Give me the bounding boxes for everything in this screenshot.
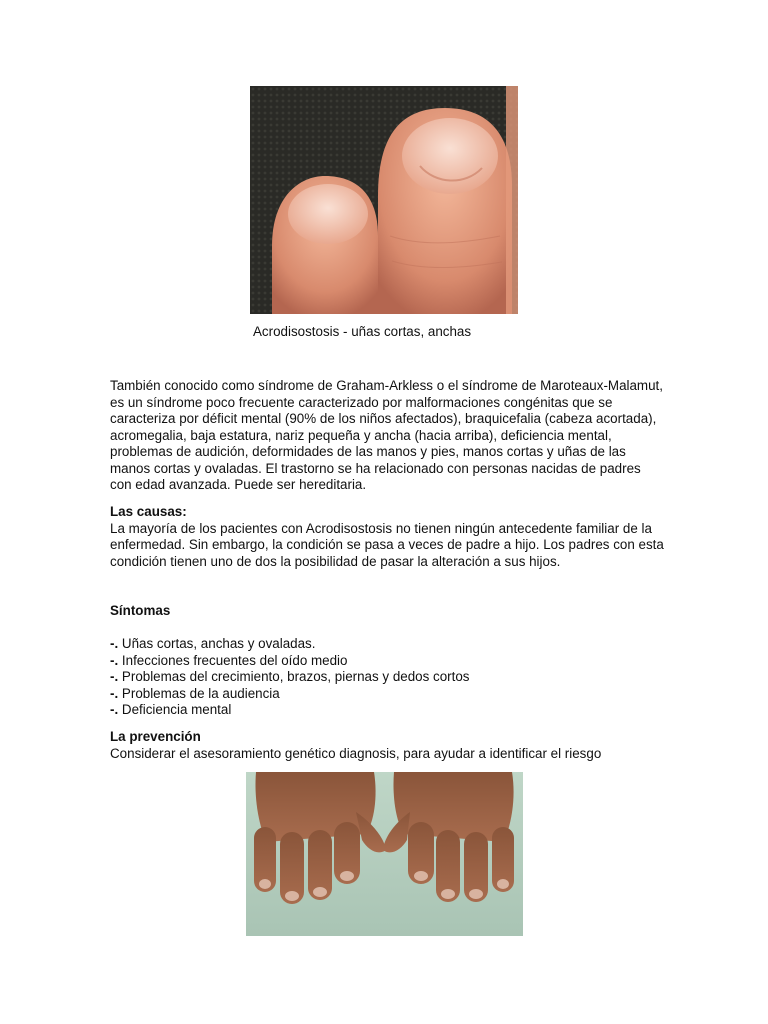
bullet-marker: -. [110, 702, 119, 717]
causes-heading: Las causas: [110, 504, 187, 519]
image-caption: Acrodisostosis - uñas cortas, anchas [253, 324, 472, 339]
symptom-text: Problemas de la audiencia [121, 685, 280, 701]
symptoms-heading: Síntomas [110, 603, 171, 618]
list-item [110, 653, 666, 670]
prevention-text: Considerar el asesoramiento genético diagnosis, para ayudar a identificar el riesgo [110, 745, 602, 761]
intro-paragraph [110, 378, 666, 494]
symptoms-list-wrap [110, 636, 666, 719]
bullet-marker: -. [110, 669, 119, 684]
symptom-text: Problemas del crecimiento, brazos, piernas y dedos cortos [121, 669, 470, 684]
prevention-heading: La prevención [110, 729, 201, 744]
symptoms-section [110, 603, 666, 620]
list-item [110, 686, 666, 703]
bullet-marker: -. [110, 685, 119, 701]
list-item [110, 702, 666, 719]
hands-photo [246, 772, 523, 936]
list-item [110, 636, 666, 653]
causes-section [110, 504, 666, 570]
intro-text: También conocido como síndrome de Graham-Arkless o el síndrome de Maroteaux-Malamut, es un síndrome poco frecuente caracterizado por malformaciones congénitas que se caracteriza por déficit mental (90% de los niños afectados), braquicefalia (cabeza acortada), acromegalia, baja estatura, nariz pequeña y ancha (hacia arriba), deficiencia mental, problemas de audición, deformidades de las manos y pies, manos cortas y uñas de las manos cortas y ovaladas. El trastorno se ha relacionado con personas nacidas de padres con edad avanzada. Puede ser hereditaria. [110, 378, 663, 492]
symptom-text: Deficiencia mental [121, 702, 232, 717]
symptom-text: Infecciones frecuentes del oído medio [121, 652, 348, 668]
prevention-section [110, 729, 666, 762]
bullet-marker: -. [110, 636, 119, 651]
bullet-marker: -. [110, 652, 119, 668]
list-item [110, 669, 666, 686]
symptoms-list [110, 636, 666, 719]
symptom-text: Uñas cortas, anchas y ovaladas. [121, 636, 316, 651]
nails-photo [250, 86, 518, 314]
causes-text: La mayoría de los pacientes con Acrodisostosis no tienen ningún antecedente familiar de la enfermedad. Sin embargo, la condición se pasa a veces de padre a hijo. Los padres con esta condición tienen uno de dos la posibilidad de pasar la alteración a sus hijos. [110, 520, 664, 569]
